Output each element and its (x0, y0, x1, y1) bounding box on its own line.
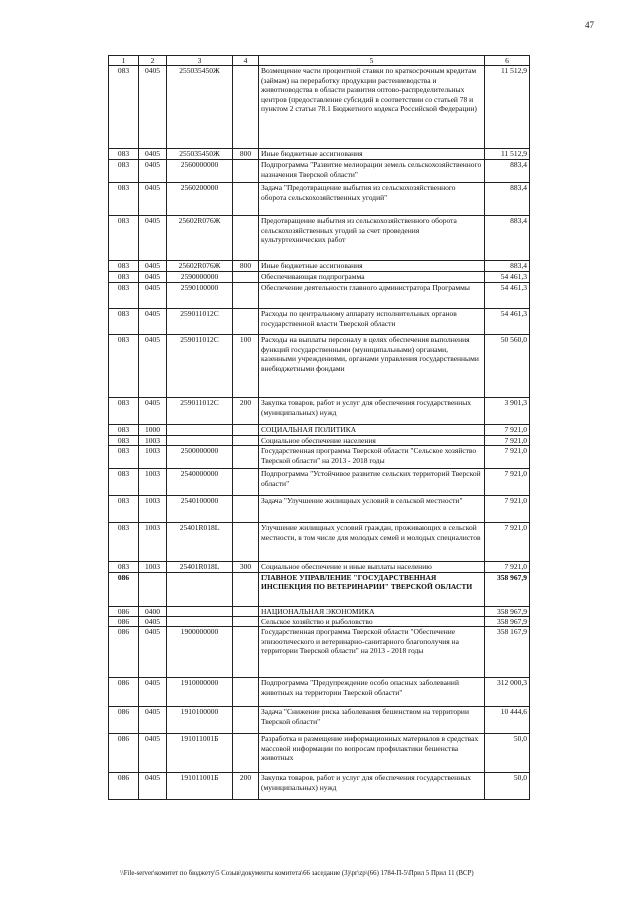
section-code-cell: 0405 (139, 335, 167, 398)
section-code-cell: 0400 (139, 606, 167, 616)
target-code-cell: 25602R076Ж (167, 216, 233, 261)
table-row (109, 66, 530, 149)
expense-type-cell (233, 66, 259, 149)
table-row (109, 216, 530, 261)
target-code-cell: 255035450Ж (167, 149, 233, 160)
description-cell: Обеспечение деятельности главного администратора Программы (259, 283, 485, 309)
description-cell: Иные бюджетные ассигнования (259, 149, 485, 160)
admin-code-cell: 086 (109, 734, 139, 773)
admin-code-cell: 086 (109, 678, 139, 707)
section-code-cell: 1003 (139, 435, 167, 445)
expense-type-cell (233, 435, 259, 445)
header-row (109, 56, 530, 66)
target-code-cell: 259011012С (167, 309, 233, 335)
admin-code-cell: 083 (109, 216, 139, 261)
expense-type-cell: 100 (233, 335, 259, 398)
page-number: 47 (585, 20, 594, 30)
amount-cell: 883,4 (485, 261, 530, 272)
table-row (109, 425, 530, 435)
amount-cell: 11 512,9 (485, 149, 530, 160)
table-row (109, 606, 530, 616)
admin-code-cell: 083 (109, 261, 139, 272)
admin-code-cell: 083 (109, 398, 139, 425)
target-code-cell (167, 606, 233, 616)
table-row (109, 261, 530, 272)
table-row (109, 309, 530, 335)
admin-code-cell: 083 (109, 446, 139, 469)
admin-code-cell: 086 (109, 773, 139, 800)
expense-type-cell (233, 496, 259, 523)
table-row (109, 627, 530, 678)
amount-cell: 358 967,9 (485, 616, 530, 626)
section-code-cell: 1003 (139, 446, 167, 469)
amount-cell: 11 512,9 (485, 66, 530, 149)
amount-cell: 50 560,0 (485, 335, 530, 398)
target-code-cell: 191011001Б (167, 773, 233, 800)
expense-type-cell (233, 572, 259, 606)
expense-type-cell (233, 678, 259, 707)
target-code-cell: 1910100000 (167, 707, 233, 734)
amount-cell: 883,4 (485, 160, 530, 183)
description-cell: НАЦИОНАЛЬНАЯ ЭКОНОМИКА (259, 606, 485, 616)
section-code-cell: 1003 (139, 496, 167, 523)
section-code-cell: 0405 (139, 627, 167, 678)
section-code-cell: 0405 (139, 734, 167, 773)
header-col-5: 5 (259, 56, 485, 66)
description-cell: Задача "Предотвращение выбытия из сельскохозяйственного оборота сельскохозяйственных угодий" (259, 183, 485, 216)
section-code-cell: 0405 (139, 183, 167, 216)
section-code-cell: 0405 (139, 160, 167, 183)
section-code-cell: 0405 (139, 261, 167, 272)
admin-code-cell: 086 (109, 707, 139, 734)
amount-cell: 7 921,0 (485, 425, 530, 435)
expense-type-cell (233, 272, 259, 283)
expense-type-cell (233, 469, 259, 496)
admin-code-cell: 083 (109, 149, 139, 160)
target-code-cell: 2590000000 (167, 272, 233, 283)
admin-code-cell: 083 (109, 160, 139, 183)
file-path-footer: \\File-server\комитет по бюджету\5 Созыв\документы комитета\66 заседание (3)\pr\zp\(66) 1784-П-5\Прил 5 Прил 11 (ВСР) (120, 870, 474, 877)
amount-cell: 7 921,0 (485, 523, 530, 562)
table-row (109, 773, 530, 800)
description-cell: Социальное обеспечение населения (259, 435, 485, 445)
table-row (109, 469, 530, 496)
description-cell: СОЦИАЛЬНАЯ ПОЛИТИКА (259, 425, 485, 435)
admin-code-cell: 083 (109, 309, 139, 335)
amount-cell: 54 461,3 (485, 272, 530, 283)
amount-cell: 54 461,3 (485, 309, 530, 335)
table-row (109, 435, 530, 445)
target-code-cell: 25401R018L (167, 523, 233, 562)
description-cell: Закупка товаров, работ и услуг для обеспечения государственных (муниципальных) нужд (259, 398, 485, 425)
table-row (109, 446, 530, 469)
section-code-cell: 1003 (139, 523, 167, 562)
section-code-cell: 0405 (139, 616, 167, 626)
table-row (109, 496, 530, 523)
description-cell: Государственная программа Тверской области "Обеспечение эпизоотического и ветеринарно-санитарного благополучия на территории Тверской области" на 2013 - 2018 годы (259, 627, 485, 678)
section-code-cell: 0405 (139, 272, 167, 283)
expense-type-cell (233, 446, 259, 469)
amount-cell: 312 000,3 (485, 678, 530, 707)
expense-type-cell (233, 606, 259, 616)
target-code-cell: 2540000000 (167, 469, 233, 496)
table-row (109, 707, 530, 734)
expense-type-cell (233, 283, 259, 309)
header-col-1: 1 (109, 56, 139, 66)
table-row (109, 616, 530, 626)
description-cell: Подпрограмма "Предупреждение особо опасных заболеваний животных на территории Тверской области" (259, 678, 485, 707)
section-code-cell: 0405 (139, 149, 167, 160)
expense-type-cell (233, 160, 259, 183)
description-cell: Сельское хозяйство и рыболовство (259, 616, 485, 626)
amount-cell: 50,0 (485, 773, 530, 800)
expense-type-cell: 200 (233, 773, 259, 800)
description-cell: Подпрограмма "Устойчивое развитие сельских территорий Тверской области" (259, 469, 485, 496)
table-row (109, 183, 530, 216)
description-cell: Предотвращение выбытия из сельскохозяйственного оборота сельскохозяйственных угодий за счет проведения культуртехнических работ (259, 216, 485, 261)
target-code-cell: 2590100000 (167, 283, 233, 309)
amount-cell: 50,0 (485, 734, 530, 773)
table-row (109, 678, 530, 707)
table-body (109, 66, 530, 800)
admin-code-cell: 083 (109, 335, 139, 398)
section-code-cell (139, 572, 167, 606)
amount-cell: 3 901,3 (485, 398, 530, 425)
target-code-cell: 191011001Б (167, 734, 233, 773)
admin-code-cell: 083 (109, 283, 139, 309)
target-code-cell: 259011012С (167, 335, 233, 398)
section-code-cell: 0405 (139, 773, 167, 800)
description-cell: Расходы на выплаты персоналу в целях обеспечения выполнения функций государственными (муниципальными) органами, казенными учреждениями, органами управления государственными внебюджетными фондами (259, 335, 485, 398)
section-code-cell: 0405 (139, 66, 167, 149)
table-row (109, 272, 530, 283)
table-row (109, 734, 530, 773)
admin-code-cell: 083 (109, 183, 139, 216)
section-code-cell: 1000 (139, 425, 167, 435)
amount-cell: 883,4 (485, 216, 530, 261)
expense-type-cell (233, 183, 259, 216)
expense-type-cell: 300 (233, 562, 259, 572)
expense-type-cell (233, 425, 259, 435)
expense-type-cell: 800 (233, 149, 259, 160)
expense-type-cell (233, 734, 259, 773)
header-col-3: 3 (167, 56, 233, 66)
admin-code-cell: 083 (109, 562, 139, 572)
section-code-cell: 0405 (139, 309, 167, 335)
expense-type-cell (233, 523, 259, 562)
section-code-cell: 0405 (139, 678, 167, 707)
amount-cell: 358 167,9 (485, 627, 530, 678)
admin-code-cell: 086 (109, 606, 139, 616)
target-code-cell: 25602R076Ж (167, 261, 233, 272)
amount-cell: 358 967,9 (485, 572, 530, 606)
target-code-cell: 259011012С (167, 398, 233, 425)
expense-type-cell (233, 616, 259, 626)
description-cell: Закупка товаров, работ и услуг для обеспечения государственных (муниципальных) нужд (259, 773, 485, 800)
target-code-cell (167, 616, 233, 626)
section-code-cell: 1003 (139, 469, 167, 496)
description-cell: Улучшение жилищных условий граждан, проживающих в сельской местности, в том числе для молодых семей и молодых специалистов (259, 523, 485, 562)
section-code-cell: 0405 (139, 707, 167, 734)
amount-cell: 7 921,0 (485, 562, 530, 572)
expense-type-cell: 200 (233, 398, 259, 425)
target-code-cell: 1900000000 (167, 627, 233, 678)
table-row (109, 572, 530, 606)
table-row (109, 160, 530, 183)
target-code-cell: 25401R018L (167, 562, 233, 572)
expense-type-cell: 800 (233, 261, 259, 272)
target-code-cell (167, 435, 233, 445)
description-cell: Иные бюджетные ассигнования (259, 261, 485, 272)
admin-code-cell: 086 (109, 627, 139, 678)
header-col-2: 2 (139, 56, 167, 66)
description-cell: Социальное обеспечение и иные выплаты населению (259, 562, 485, 572)
description-cell: Подпрограмма "Развитие мелиорации земель сельскохозяйственного назначения Тверской области" (259, 160, 485, 183)
description-cell: Задача "Снижение риска заболевания бешенством на территории Тверской области" (259, 707, 485, 734)
description-cell: ГЛАВНОЕ УПРАВЛЕНИЕ "ГОСУДАРСТВЕННАЯ ИНСПЕКЦИЯ ПО ВЕТЕРИНАРИИ" ТВЕРСКОЙ ОБЛАСТИ (259, 572, 485, 606)
description-cell: Задача "Улучшение жилищных условий в сельской местности" (259, 496, 485, 523)
section-code-cell: 0405 (139, 398, 167, 425)
target-code-cell: 2560200000 (167, 183, 233, 216)
target-code-cell: 1910000000 (167, 678, 233, 707)
admin-code-cell: 086 (109, 572, 139, 606)
section-code-cell: 0405 (139, 283, 167, 309)
admin-code-cell: 083 (109, 435, 139, 445)
header-col-6: 6 (485, 56, 530, 66)
target-code-cell: 2540100000 (167, 496, 233, 523)
description-cell: Разработка и размещение информационных материалов в средствах массовой информации по вопросам профилактики бешенства животных (259, 734, 485, 773)
admin-code-cell: 083 (109, 496, 139, 523)
budget-table (108, 55, 530, 800)
amount-cell: 883,4 (485, 183, 530, 216)
target-code-cell: 2560000000 (167, 160, 233, 183)
table-row (109, 149, 530, 160)
expense-type-cell (233, 707, 259, 734)
admin-code-cell: 086 (109, 616, 139, 626)
target-code-cell (167, 425, 233, 435)
amount-cell: 7 921,0 (485, 496, 530, 523)
description-cell: Обеспечивающая подпрограмма (259, 272, 485, 283)
table-row (109, 283, 530, 309)
expense-type-cell (233, 216, 259, 261)
table-row (109, 335, 530, 398)
amount-cell: 7 921,0 (485, 446, 530, 469)
target-code-cell (167, 572, 233, 606)
table-row (109, 562, 530, 572)
table-row (109, 398, 530, 425)
expense-type-cell (233, 309, 259, 335)
admin-code-cell: 083 (109, 469, 139, 496)
amount-cell: 7 921,0 (485, 469, 530, 496)
admin-code-cell: 083 (109, 425, 139, 435)
amount-cell: 54 461,3 (485, 283, 530, 309)
section-code-cell: 0405 (139, 216, 167, 261)
admin-code-cell: 083 (109, 272, 139, 283)
admin-code-cell: 083 (109, 66, 139, 149)
target-code-cell: 2500000000 (167, 446, 233, 469)
header-col-4: 4 (233, 56, 259, 66)
table-row (109, 523, 530, 562)
target-code-cell: 255035450Ж (167, 66, 233, 149)
section-code-cell: 1003 (139, 562, 167, 572)
description-cell: Расходы по центральному аппарату исполнительных органов государственной власти Тверской области (259, 309, 485, 335)
admin-code-cell: 083 (109, 523, 139, 562)
description-cell: Возмещение части процентной ставки по краткосрочным кредитам (займам) на переработку продукции растениеводства и животноводства в области развития оптово-распределительных центров (предоставление субсидий в соответствии со статьей 78 и пунктом 2 статьи 78.1 Бюджетного кодекса Российской Федерации) (259, 66, 485, 149)
amount-cell: 7 921,0 (485, 435, 530, 445)
expense-type-cell (233, 627, 259, 678)
amount-cell: 358 967,9 (485, 606, 530, 616)
description-cell: Государственная программа Тверской области "Сельское хозяйство Тверской области" на 2013 - 2018 годы (259, 446, 485, 469)
amount-cell: 10 444,6 (485, 707, 530, 734)
